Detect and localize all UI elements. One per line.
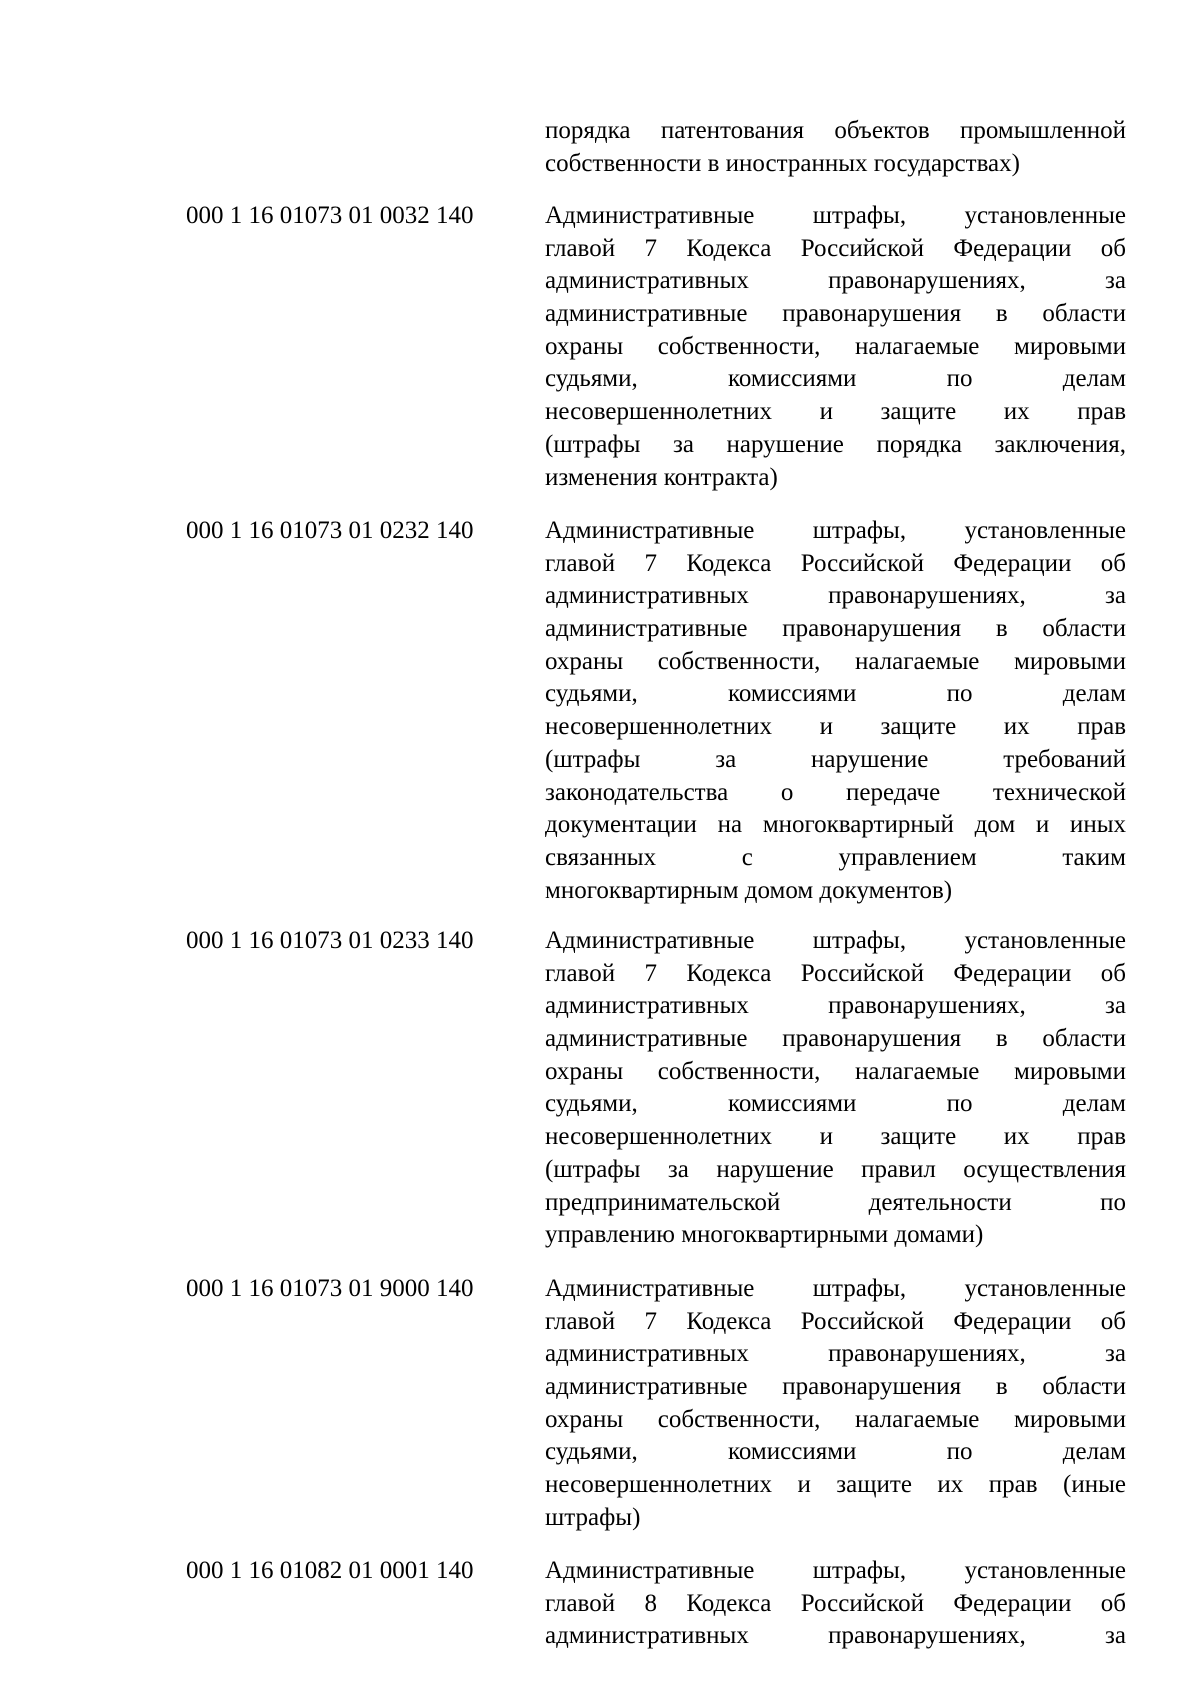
description-line: главой 7 Кодекса Российской Федерации об <box>545 1307 1126 1335</box>
entry-description <box>545 1273 1126 1535</box>
description-line: судьями, комиссиями по делам <box>545 1090 1126 1118</box>
description-line: (штрафы за нарушение правил осуществления <box>545 1155 1126 1183</box>
budget-code: 000 1 16 01082 01 0001 140 <box>186 1557 474 1584</box>
description-line: административные правонарушения в области <box>545 300 1126 328</box>
description-line: главой 7 Кодекса Российской Федерации об <box>545 234 1126 262</box>
description-line: административных правонарушениях, за <box>545 1622 1126 1650</box>
budget-code: 000 1 16 01073 01 0032 140 <box>186 202 474 229</box>
description-line: законодательства о передаче технической <box>545 778 1126 806</box>
description-line: охраны собственности, налагаемые мировыми <box>545 332 1126 360</box>
description-line: главой 7 Кодекса Российской Федерации об <box>545 549 1126 577</box>
description-line: документации на многоквартирный дом и иных <box>545 811 1126 839</box>
description-line: Административные штрафы, установленные <box>545 1275 1126 1302</box>
description-line: (штрафы за нарушение порядка заключения, <box>545 430 1126 458</box>
description-line: судьями, комиссиями по делам <box>545 1438 1126 1466</box>
entry-description <box>545 200 1126 494</box>
description-line: судьями, комиссиями по делам <box>545 680 1126 708</box>
description-line: административные правонарушения в области <box>545 615 1126 643</box>
description-line: охраны собственности, налагаемые мировыми <box>545 1405 1126 1433</box>
description-line: предпринимательской деятельности по <box>545 1188 1126 1216</box>
description-line: административных правонарушениях, за <box>545 992 1126 1020</box>
entry-description <box>545 925 1126 1252</box>
description-line: несовершеннолетних и защите их прав <box>545 398 1126 426</box>
description-line: главой 8 Кодекса Российской Федерации об <box>545 1589 1126 1617</box>
description-line: Административные штрафы, установленные <box>545 1557 1126 1584</box>
description-line: административных правонарушениях, за <box>545 582 1126 610</box>
description-line: административных правонарушениях, за <box>545 1340 1126 1368</box>
description-line: административные правонарушения в области <box>545 1373 1126 1401</box>
description-line: Административные штрафы, установленные <box>545 927 1126 954</box>
description-line: несовершеннолетних и защите их прав (иные <box>545 1471 1126 1499</box>
description-line: собственности в иностранных государствах) <box>545 149 1020 177</box>
description-line: административных правонарушениях, за <box>545 267 1126 295</box>
description-line: несовершеннолетних и защите их прав <box>545 713 1126 741</box>
description-line: главой 7 Кодекса Российской Федерации об <box>545 959 1126 987</box>
description-line: связанных с управлением таким <box>545 843 1126 871</box>
description-line: административные правонарушения в области <box>545 1025 1126 1053</box>
description-line: Административные штрафы, установленные <box>545 202 1126 229</box>
description-line: несовершеннолетних и защите их прав <box>545 1123 1126 1151</box>
budget-code: 000 1 16 01073 01 0233 140 <box>186 927 474 954</box>
description-line: Административные штрафы, установленные <box>545 517 1126 544</box>
entry-description <box>545 515 1126 907</box>
budget-code: 000 1 16 01073 01 9000 140 <box>186 1275 474 1302</box>
description-line: охраны собственности, налагаемые мировыми <box>545 1057 1126 1085</box>
description-line: управлению многоквартирными домами) <box>545 1221 984 1249</box>
description-line: охраны собственности, налагаемые мировыми <box>545 647 1126 675</box>
description-line: порядка патентования объектов промышленной <box>545 117 1126 144</box>
entry-description <box>545 1555 1126 1653</box>
description-line: судьями, комиссиями по делам <box>545 365 1126 393</box>
description-line: многоквартирным домом документов) <box>545 876 953 904</box>
description-line: изменения контракта) <box>545 463 778 491</box>
description-line: (штрафы за нарушение требований <box>545 745 1126 773</box>
budget-code: 000 1 16 01073 01 0232 140 <box>186 517 474 544</box>
entry-description <box>545 115 1126 180</box>
description-line: штрафы) <box>545 1503 641 1531</box>
